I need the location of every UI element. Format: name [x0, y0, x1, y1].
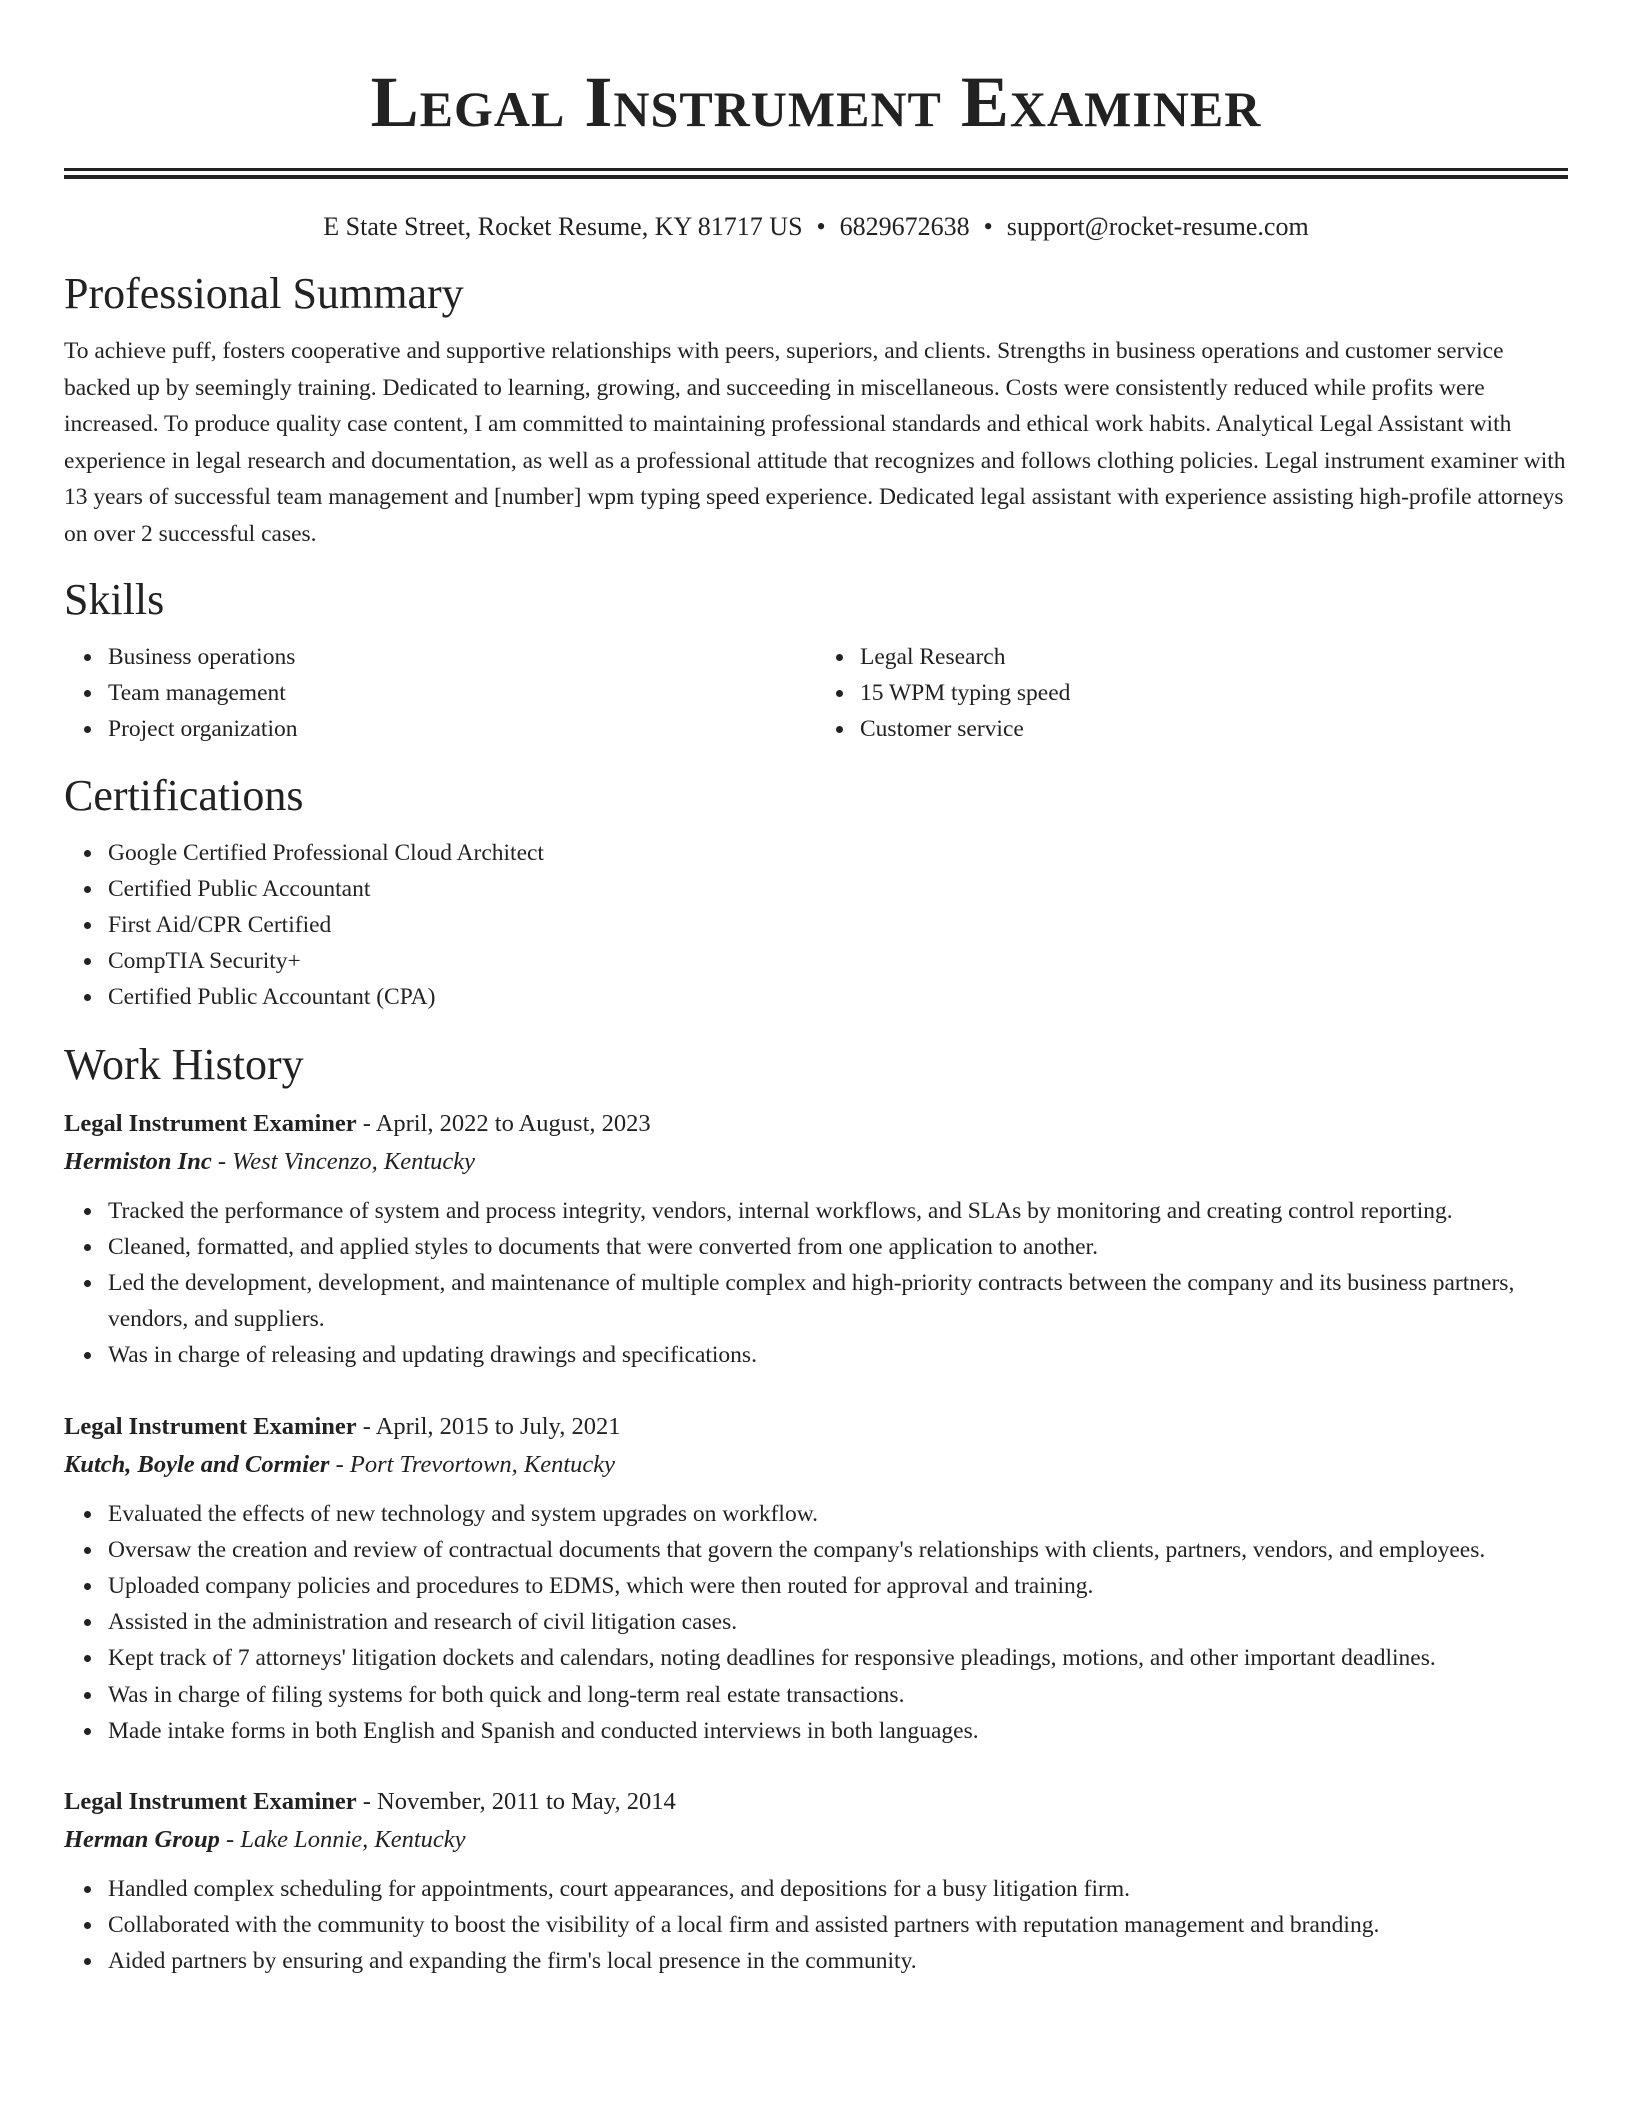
certification-label: CompTIA Security+	[108, 948, 301, 975]
job-bullet-text: Was in charge of releasing and updating drawings and specifications.	[108, 1342, 757, 1369]
job-dates: November, 2011 to May, 2014	[377, 1788, 676, 1816]
job-title-line: Legal Instrument Examiner - April, 2022 to August, 2023	[64, 1109, 651, 1137]
skill-label: Business operations	[108, 644, 296, 670]
job-dates: April, 2015 to July, 2021	[375, 1412, 621, 1440]
job-bullet	[108, 1604, 1568, 1640]
job-bullet-text: Collaborated with the community to boost the visibility of a local firm and assisted partners with reputation management and branding.	[108, 1912, 1380, 1939]
bullet-icon	[84, 1619, 91, 1626]
skill-label: 15 WPM typing speed	[860, 680, 1071, 707]
certifications-list	[64, 835, 1568, 1016]
job-bullet	[108, 1677, 1568, 1713]
job-company: Kutch, Boyle and Cormier	[64, 1450, 330, 1478]
bullet-icon	[84, 1655, 91, 1662]
job-company: Hermiston Inc	[64, 1147, 212, 1175]
summary-text: To achieve puff, fosters cooperative and supportive relationships with peers, superiors, and clients. Strengths in business operations and customer service backed up by seemingly training. Dedicated to learning, growing, and succeeding in miscellaneous. Costs were consistently reduced while profits were increased. To produce quality case content, I am committed to maintaining professional standards and ethical work habits. Analytical Legal Assistant with experience in legal research and documentation, as well as a professional attitude that recognizes and follows clothing policies. Legal instrument examiner with 13 years of successful team management and [number] wpm typing speed experience. Dedicated legal assistant with experience assisting high-profile attorneys on over 2 successful cases.	[64, 338, 1566, 547]
job-title-line: Legal Instrument Examiner - April, 2015 to July, 2021	[64, 1412, 621, 1440]
skill-item	[108, 639, 816, 675]
bullet-icon	[84, 1958, 91, 1965]
bullet-icon	[836, 726, 843, 733]
bullet-icon	[84, 994, 91, 1001]
bullet-icon	[84, 726, 91, 733]
job-title-line: Legal Instrument Examiner - November, 2011 to May, 2014	[64, 1788, 676, 1816]
certification-label: Certified Public Accountant	[108, 875, 371, 902]
skill-item	[860, 639, 1568, 675]
skill-item	[860, 675, 1568, 711]
bullet-icon	[836, 654, 843, 661]
bullet-icon	[84, 1728, 91, 1735]
bullet-icon	[84, 1886, 91, 1893]
certification-label: Certified Public Accountant (CPA)	[108, 984, 436, 1011]
job-title: Legal Instrument Examiner	[64, 1412, 357, 1440]
header-divider	[64, 168, 1568, 179]
job-bullet	[108, 1193, 1568, 1229]
certification-item	[108, 943, 1568, 979]
bullet-icon	[84, 886, 91, 893]
certification-item	[108, 835, 1568, 871]
bullet-icon	[84, 1280, 91, 1287]
job-dates: April, 2022 to August, 2023	[375, 1109, 651, 1137]
bullet-icon	[84, 1244, 91, 1251]
job-entry	[64, 1105, 1568, 1374]
job-bullet-text: Aided partners by ensuring and expanding the firm's local presence in the community.	[108, 1948, 917, 1975]
job-bullet	[108, 1568, 1568, 1604]
job-location: Port Trevortown, Kentucky	[349, 1450, 616, 1478]
certifications-heading: Certifications	[64, 770, 304, 820]
bullet-icon	[84, 1208, 91, 1215]
bullet-icon	[84, 1511, 91, 1518]
skill-label: Team management	[108, 680, 286, 707]
job-bullets	[64, 1193, 1568, 1374]
skill-label: Project organization	[108, 716, 298, 743]
bullet-icon	[84, 850, 91, 857]
work-history-heading: Work History	[64, 1039, 304, 1089]
certification-item	[108, 979, 1568, 1015]
bullet-icon	[84, 1352, 91, 1359]
job-bullet	[108, 1907, 1568, 1943]
job-bullet-text: Kept track of 7 attorneys' litigation dockets and calendars, noting deadlines for responsive pleadings, motions, and other important deadlines.	[108, 1645, 1436, 1672]
bullet-icon	[84, 1547, 91, 1554]
skill-item	[108, 675, 816, 711]
bullet-icon	[84, 1922, 91, 1929]
contact-separator: •	[816, 212, 826, 241]
bullet-icon	[84, 654, 91, 661]
job-bullet	[108, 1943, 1568, 1979]
job-bullet-text: Handled complex scheduling for appointments, court appearances, and depositions for a busy litigation firm.	[108, 1876, 1130, 1903]
contact-separator: •	[983, 212, 993, 241]
job-bullet-text: Assisted in the administration and research of civil litigation cases.	[108, 1609, 738, 1636]
job-bullet	[108, 1640, 1568, 1676]
job-bullet-text: Uploaded company policies and procedures to EDMS, which were then routed for approval and training.	[108, 1573, 1094, 1600]
bullet-icon	[84, 922, 91, 929]
contact-address: E State Street, Rocket Resume, KY 81717 US	[323, 212, 803, 241]
certification-label: Google Certified Professional Cloud Architect	[108, 839, 544, 866]
job-bullet	[108, 1532, 1568, 1568]
skills-list-right	[816, 639, 1568, 748]
resume-page	[64, 0, 1568, 1980]
skill-label: Customer service	[860, 716, 1024, 743]
contact-line	[64, 212, 1568, 242]
skill-label: Legal Research	[860, 644, 1006, 670]
job-company-line: Hermiston Inc - West Vincenzo, Kentucky	[64, 1147, 476, 1175]
job-entry	[64, 1408, 1568, 1749]
summary-heading: Professional Summary	[64, 269, 464, 318]
job-bullet-text: Cleaned, formatted, and applied styles to documents that were converted from one application to another.	[108, 1233, 1098, 1260]
job-bullet-text: Made intake forms in both English and Spanish and conducted interviews in both languages.	[108, 1717, 979, 1744]
job-bullet	[108, 1337, 1568, 1373]
certification-item	[108, 871, 1568, 907]
job-company-line: Kutch, Boyle and Cormier - Port Trevortown, Kentucky	[64, 1450, 616, 1478]
job-company-line: Herman Group - Lake Lonnie, Kentucky	[64, 1826, 466, 1854]
job-location: Lake Lonnie, Kentucky	[240, 1826, 466, 1854]
certification-item	[108, 907, 1568, 943]
job-bullet-text: Tracked the performance of system and process integrity, vendors, internal workflows, and SLAs by monitoring and creating control reporting.	[108, 1197, 1453, 1224]
job-location: West Vincenzo, Kentucky	[232, 1147, 476, 1175]
job-title: Legal Instrument Examiner	[64, 1788, 357, 1816]
job-bullet	[108, 1265, 1568, 1337]
skills-heading: Skills	[64, 575, 165, 624]
skills-list-left	[64, 639, 816, 748]
contact-email: support@rocket-resume.com	[1006, 212, 1309, 241]
skill-item	[108, 711, 816, 747]
job-bullet-text: Oversaw the creation and review of contractual documents that govern the company's relationships with clients, partners, vendors, and employees.	[108, 1536, 1486, 1563]
job-bullet-text: Led the development, development, and maintenance of multiple complex and high-priority contracts between the company and its business partners, vendors, and suppliers.	[108, 1270, 1515, 1333]
bullet-icon	[84, 1692, 91, 1699]
job-bullets	[64, 1496, 1568, 1749]
job-bullet-text: Evaluated the effects of new technology and system upgrades on workflow.	[108, 1500, 819, 1527]
contact-phone: 6829672638	[839, 212, 970, 241]
job-bullet	[108, 1229, 1568, 1265]
job-company: Herman Group	[64, 1826, 220, 1854]
job-bullets	[64, 1871, 1568, 1980]
bullet-icon	[84, 690, 91, 697]
certification-label: First Aid/CPR Certified	[108, 912, 332, 939]
job-bullet-text: Was in charge of filing systems for both quick and long-term real estate transactions.	[108, 1681, 905, 1708]
candidate-name: Legal Instrument Examiner	[370, 62, 1262, 142]
job-entry	[64, 1783, 1568, 1980]
job-title: Legal Instrument Examiner	[64, 1109, 357, 1137]
bullet-icon	[84, 958, 91, 965]
skills-grid	[64, 639, 1568, 748]
bullet-icon	[836, 690, 843, 697]
skill-item	[860, 711, 1568, 747]
job-bullet	[108, 1713, 1568, 1749]
job-bullet	[108, 1871, 1568, 1907]
job-bullet	[108, 1496, 1568, 1532]
bullet-icon	[84, 1583, 91, 1590]
